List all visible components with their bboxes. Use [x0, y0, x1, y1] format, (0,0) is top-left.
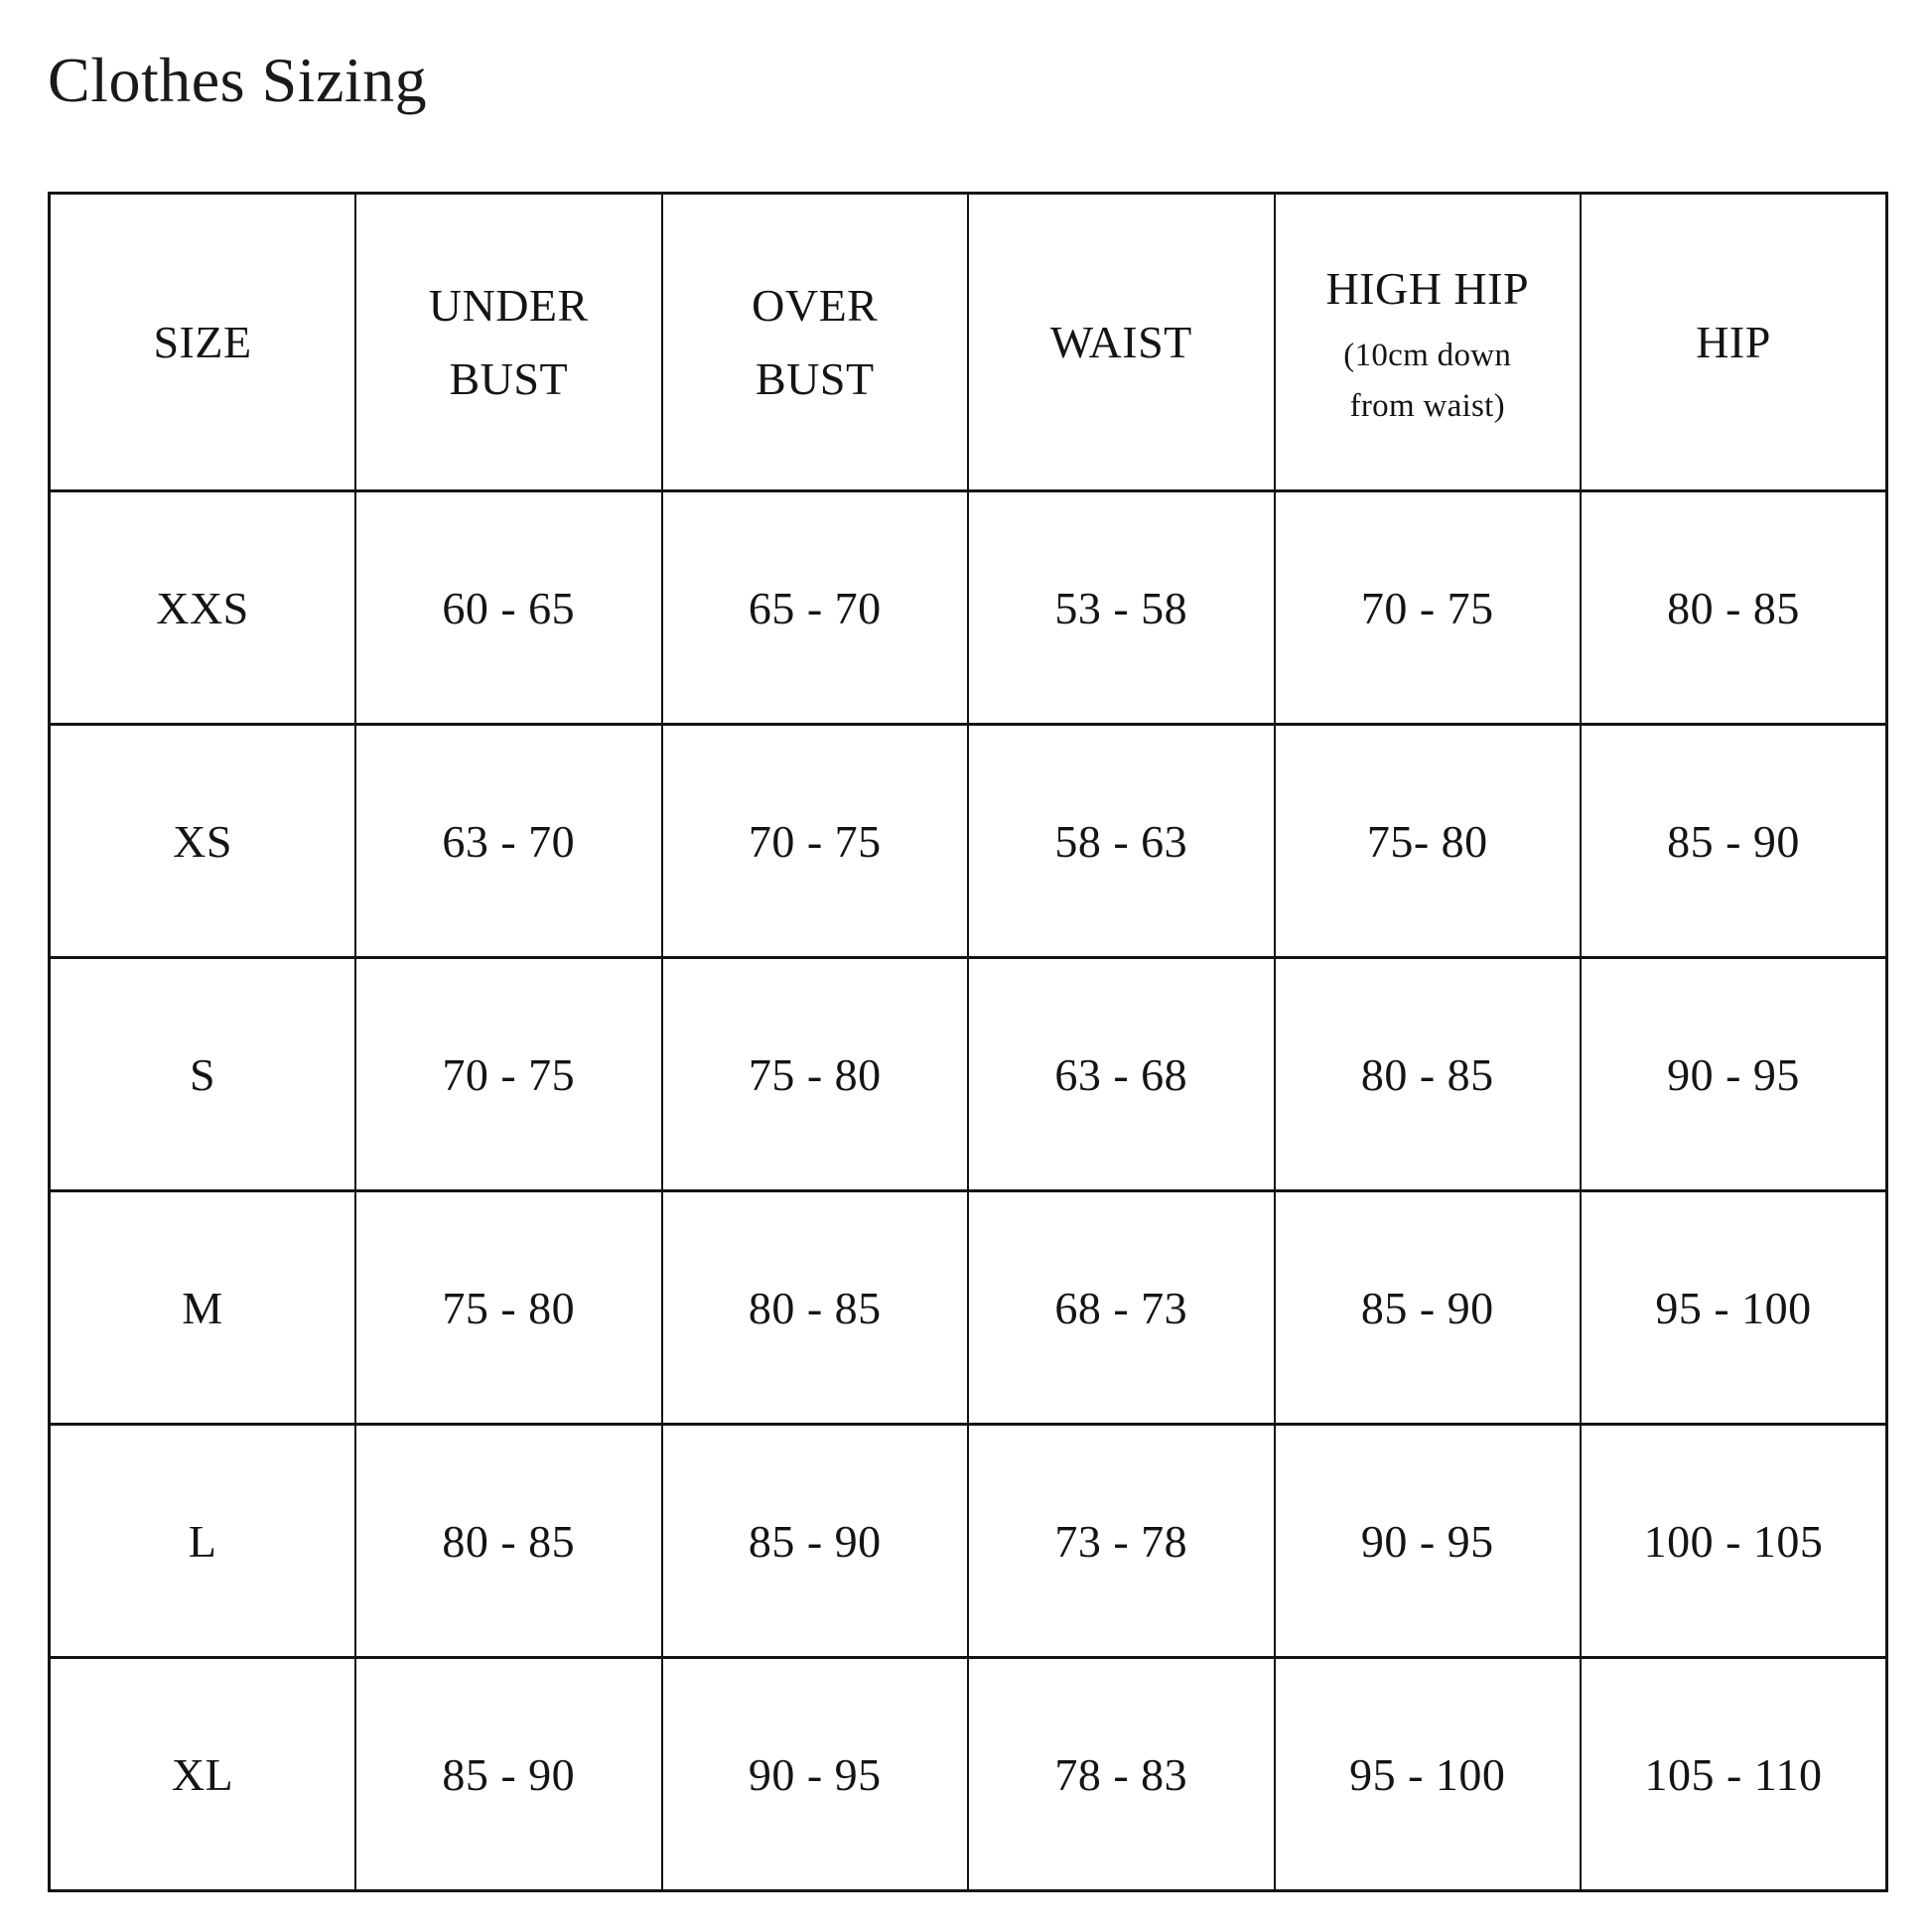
header-label-over-bust: OVER BUST — [752, 279, 879, 404]
high-hip-value: 75- 80 — [1275, 725, 1582, 958]
waist-value: 73 - 78 — [968, 1425, 1275, 1658]
high-hip-value: 90 - 95 — [1275, 1425, 1582, 1658]
size-label: XS — [50, 725, 356, 958]
under-bust-value: 75 - 80 — [355, 1191, 662, 1425]
over-bust-value: 70 - 75 — [662, 725, 969, 958]
size-label: S — [50, 958, 356, 1191]
size-label: XXS — [50, 491, 356, 725]
over-bust-value: 80 - 85 — [662, 1191, 969, 1425]
hip-value: 85 - 90 — [1581, 725, 1887, 958]
clothes-sizing-table — [48, 192, 1888, 1892]
over-bust-value: 75 - 80 — [662, 958, 969, 1191]
hip-value: 100 - 105 — [1581, 1425, 1887, 1658]
waist-value: 58 - 63 — [968, 725, 1275, 958]
waist-value: 68 - 73 — [968, 1191, 1275, 1425]
waist-value: 63 - 68 — [968, 958, 1275, 1191]
header-sublabel-high-hip: (10cm down from waist) — [1343, 338, 1512, 425]
hip-value: 105 - 110 — [1581, 1658, 1887, 1891]
table-row-m — [50, 1191, 1887, 1425]
header-cell-waist — [968, 194, 1275, 491]
over-bust-value: 65 - 70 — [662, 491, 969, 725]
over-bust-value: 85 - 90 — [662, 1425, 969, 1658]
under-bust-value: 85 - 90 — [355, 1658, 662, 1891]
header-label-under-bust: UNDER BUST — [428, 279, 589, 404]
under-bust-value: 63 - 70 — [355, 725, 662, 958]
table-row-xl — [50, 1658, 1887, 1891]
table-row-xxs — [50, 491, 1887, 725]
over-bust-value: 90 - 95 — [662, 1658, 969, 1891]
header-label-waist: WAIST — [1049, 316, 1192, 367]
header-cell-size — [50, 194, 356, 491]
high-hip-value: 95 - 100 — [1275, 1658, 1582, 1891]
header-cell-under-bust — [355, 194, 662, 491]
high-hip-value: 80 - 85 — [1275, 958, 1582, 1191]
table-row-s — [50, 958, 1887, 1191]
hip-value: 90 - 95 — [1581, 958, 1887, 1191]
size-label: M — [50, 1191, 356, 1425]
header-row — [50, 194, 1887, 491]
under-bust-value: 60 - 65 — [355, 491, 662, 725]
table-row-l — [50, 1425, 1887, 1658]
under-bust-value: 80 - 85 — [355, 1425, 662, 1658]
waist-value: 53 - 58 — [968, 491, 1275, 725]
table-row-xs — [50, 725, 1887, 958]
header-label-hip: HIP — [1696, 316, 1771, 367]
header-cell-over-bust — [662, 194, 969, 491]
high-hip-value: 70 - 75 — [1275, 491, 1582, 725]
hip-value: 95 - 100 — [1581, 1191, 1887, 1425]
high-hip-value: 85 - 90 — [1275, 1191, 1582, 1425]
header-label-size: SIZE — [153, 316, 252, 367]
header-cell-high-hip — [1275, 194, 1582, 491]
header-cell-hip — [1581, 194, 1887, 491]
size-label: XL — [50, 1658, 356, 1891]
page-title: Clothes Sizing — [48, 45, 428, 115]
size-label: L — [50, 1425, 356, 1658]
waist-value: 78 - 83 — [968, 1658, 1275, 1891]
header-label-high-hip: HIGH HIP — [1325, 262, 1530, 314]
hip-value: 80 - 85 — [1581, 491, 1887, 725]
under-bust-value: 70 - 75 — [355, 958, 662, 1191]
